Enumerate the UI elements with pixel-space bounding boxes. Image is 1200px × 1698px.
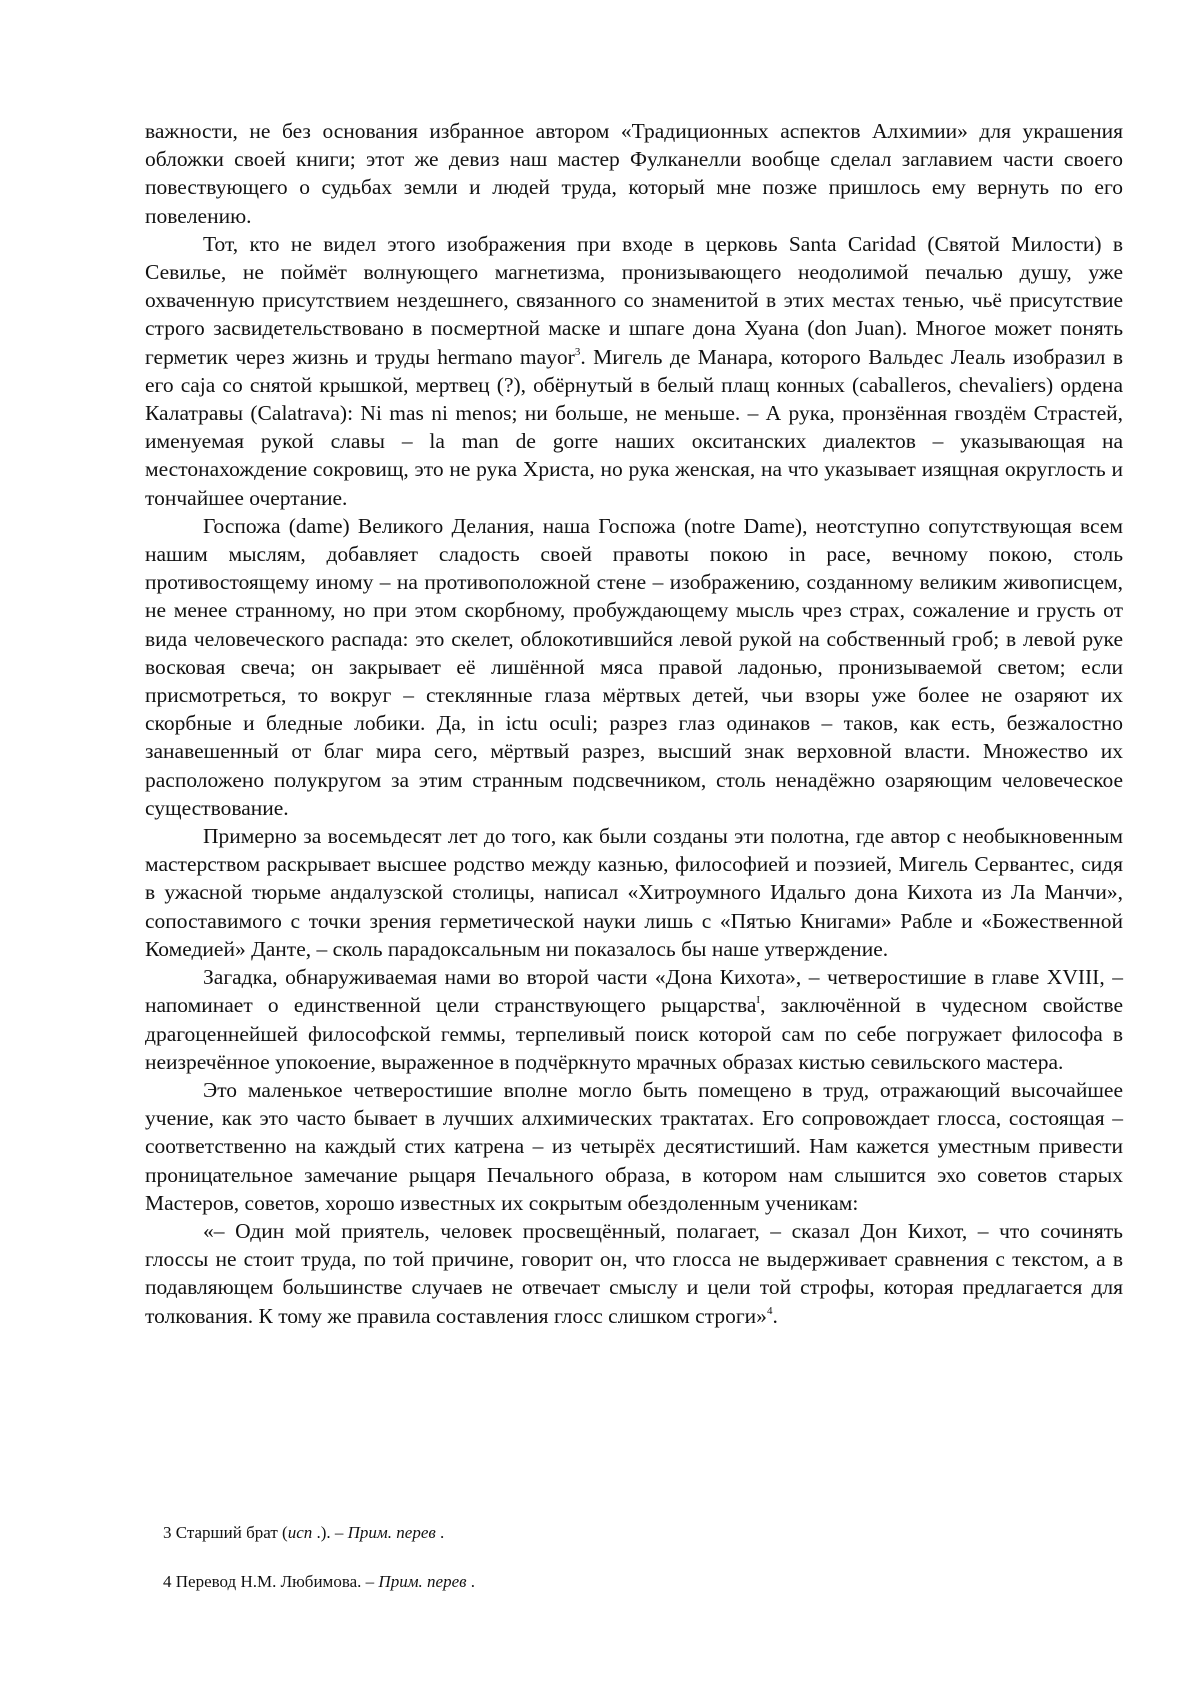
paragraph-2	[145, 230, 1123, 512]
footnote-4-tail: .	[466, 1572, 476, 1591]
paragraph-3: Госпожа (dame) Великого Делания, наша Госпожа (notre Dame), неотступно сопутствующая всем нашим мыслям, добавляет сладость своей правоты покою in pace, вечному покою, столь противостоящему иному – на противоположной стене – изображению, созданному великим живописцем, не менее странному, но при этом скорбному, пробуждающему мысль чрез страх, сожаление и грусть от вида человеческого распада: это скелет, облокотившийся левой рукой на собственный гроб; в левой руке восковая свеча; он закрывает её лишённой мяса правой ладонью, пронизываемой светом; если присмотреться, то вокруг – стеклянные глаза мёртвых детей, чьи взоры уже более не озаряют их скорбные и бледные лобики. Да, in ictu oculi; разрез глаз одинаков – таков, как есть, безжалостно занавешенный от благ мира сего, мёртвый разрез, высший знак верховной власти. Множество их расположено полукругом за этим странным подсвечником, столь ненадёжно озаряющим человеческое существование.	[145, 513, 1123, 820]
paragraph-5-text: Загадка, обнаруживаемая нами во второй части «Дона Кихота», – четверостишие в главе XVIII, – напоминает о единственной цели странствующего рыцарства	[145, 965, 1123, 1018]
body-text	[145, 117, 1123, 1330]
paragraph-7	[145, 1217, 1123, 1330]
paragraph-4: Примерно за восемьдесят лет до того, как были созданы эти полотна, где автор с необыкновенным мастерством раскрывает высшее родство между казнью, философией и поэзией, Мигель Сервантес, сидя в ужасной тюрьме андалузской столицы, написал «Хитроумного Идальго дона Кихота из Ла Манчи», сопоставимого с точки зрения герметической науки лишь с «Пятью Книгами» Рабле и «Божественной Комедией» Данте, – сколь парадоксальным ни показалось бы наше утверждение.	[145, 824, 1123, 961]
footnote-3-note: Прим. перев	[347, 1523, 436, 1542]
paragraph-1: важности, не без основания избранное автором «Традиционных аспектов Алхимии» для украшения обложки своей книги; этот же девиз наш мастер Фулканелли вообще сделал заглавием части своего повествующего о судьбах земли и людей труда, который мне позже пришлось ему вернуть по его повелению.	[145, 119, 1123, 228]
footnote-ref-4[interactable]: 4	[766, 1304, 773, 1317]
paragraph-7-text-cont: .	[772, 1303, 778, 1328]
paragraph-5-text-cont: , заключённой в чудесном свойстве драгоценнейшей философской геммы, терпеливый поиск которой сам по себе погружает философа в неизречённое упокоение, выраженное в подчёркнуто мрачных образах кистью севильского мастера.	[145, 993, 1124, 1074]
footnote-3-lead: 3 Старший брат (	[163, 1523, 288, 1542]
footnote-3-mid: .). –	[312, 1523, 348, 1542]
footnote-ref-3[interactable]: 3	[574, 345, 581, 358]
paragraph-2-text: Тот, кто не видел этого изображения при входе в церковь Santa Caridad (Святой Милости) в Севилье, не поймёт волнующего магнетизма, пронизывающего неодолимой печалью душу, уже охваченную присутствием нездешнего, связанного со знаменитой в этих местах тенью, чьё присутствие строго засвидетельствовано в посмертной маске и шпаге дона Хуана (don Juan). Многое может понять герметик через жизнь и труды hermano mayor	[145, 231, 1123, 369]
footnote-4	[163, 1571, 475, 1593]
footnote-4-note: Прим. перев	[378, 1572, 467, 1591]
paragraph-6: Это маленькое четверостишие вполне могло быть помещено в труд, отражающий высочайшее учение, как это часто бывает в лучших алхимических трактатах. Его сопровождает глосса, состоящая – соответственно на каждый стих катрена – из четырёх десятистиший. Нам кажется уместным привести проницательное замечание рыцаря Печального образа, в котором нам слышится эхо советов старых Мастеров, советов, хорошо известных их сокрытым обездоленным ученикам:	[145, 1077, 1123, 1215]
footnote-3	[163, 1522, 444, 1544]
footnote-4-lead: 4 Перевод Н.М. Любимова. –	[163, 1572, 379, 1591]
footnote-ref-i[interactable]: I	[756, 994, 761, 1007]
footnote-3-tail: .	[435, 1523, 445, 1542]
paragraph-7-text: «– Один мой приятель, человек просвещённый, полагает, – сказал Дон Кихот, – что сочинять глоссы не стоит труда, по той причине, говорит он, что глосса не выдерживает сравнения с текстом, а в подавляющем большинстве случаев не отвечает смыслу и цели той строфы, которая предлагается для толкования. К тому же правила составления глосс слишком строги»	[145, 1218, 1123, 1328]
paragraph-2-text-cont: . Мигель де Манара, которого Вальдес Леаль изобразил в его caja со снятой крышкой, мертвец (?), обёрнутый в белый плащ конных (caballeros, chevaliers) ордена Калатравы (Calatrava): Ni mas ni menos; ни больше, не меньше. – А рука, пронзённая гвоздём Страстей, именуемая рукой славы – la man de gorre наших окситанских диалектов – указывающая на местонахождение сокровищ, это не рука Христа, но рука женская, на что указывает изящная округлость и тончайшее очертание.	[145, 344, 1124, 510]
footnote-3-lang: исп	[287, 1523, 313, 1542]
paragraph-5	[145, 963, 1123, 1076]
